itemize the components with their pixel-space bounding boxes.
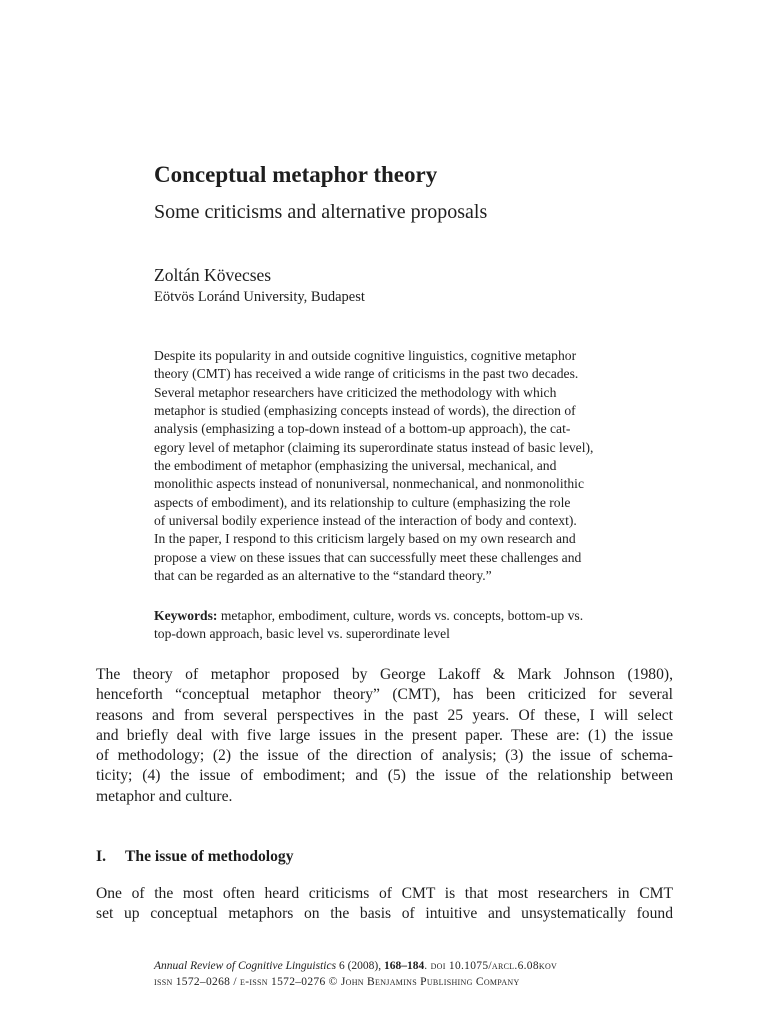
abstract-line: that can be regarded as an alternative to the “standard theory.” — [154, 568, 492, 584]
abstract-line: the embodiment of metaphor (emphasizing the universal, mechanical, and — [154, 458, 557, 474]
body-line: of methodology; (2) the issue of the direction of analysis; (3) the issue of schema- — [96, 747, 673, 765]
section-heading — [96, 846, 294, 868]
body-line: metaphor and culture. — [96, 787, 233, 805]
keywords-line: top-down approach, basic level vs. superordinate level — [154, 626, 450, 642]
abstract-line: Several metaphor researchers have criticized the methodology with which — [154, 384, 557, 400]
article-title: Conceptual metaphor theory — [154, 162, 438, 187]
keywords-line — [154, 607, 664, 625]
body-line: and briefly deal with five large issues in the present paper. These are: (1) the issue — [96, 726, 673, 744]
abstract-line: In the paper, I respond to this criticism largely based on my own research and — [154, 531, 576, 547]
body-line: The theory of metaphor proposed by George Lakoff & Mark Johnson (1980), — [96, 666, 673, 683]
abstract — [154, 347, 654, 585]
page-range: 168–184 — [384, 960, 425, 972]
journal-volume: 6 (2008), — [336, 960, 384, 972]
issn-line: issn 1572–0268 / e-issn 1572–0276 © John Benjamins Publishing Company — [154, 976, 520, 988]
abstract-line: theory (CMT) has received a wide range of criticisms in the past two decades. — [154, 366, 579, 382]
intro-paragraph — [96, 665, 673, 807]
body-line: reasons and from several perspectives in the past 25 years. Of these, I will select — [96, 706, 673, 724]
keywords — [154, 607, 664, 644]
page-footer — [154, 958, 557, 990]
abstract-line: aspects of embodiment), and its relationship to culture (emphasizing the role — [154, 494, 571, 510]
doi: . doi 10.1075/arcl.6.08kov — [424, 960, 558, 972]
abstract-line: Despite its popularity in and outside cognitive linguistics, cognitive metaphor — [154, 348, 577, 363]
article-subtitle: Some criticisms and alternative proposals — [154, 201, 488, 223]
body-line: ticity; (4) the issue of embodiment; and (5) the issue of the relationship between — [96, 767, 673, 785]
body-line: One of the most often heard criticisms of CMT is that most researchers in CMT — [96, 885, 673, 902]
section-title: The issue of methodology — [125, 848, 294, 865]
keywords-text: metaphor, embodiment, culture, words vs. concepts, bottom-up vs. — [220, 608, 584, 623]
abstract-line: of universal bodily experience instead of the interaction of body and context). — [154, 513, 577, 529]
abstract-line: metaphor is studied (emphasizing concepts instead of words), the direction of — [154, 403, 576, 419]
citation-line — [154, 958, 557, 974]
author-affiliation: Eötvös Loránd University, Budapest — [154, 289, 365, 305]
abstract-line: egory level of metaphor (claiming its superordinate status instead of basic level), — [154, 439, 594, 455]
abstract-line: analysis (emphasizing a top-down instead of a bottom-up approach), the cat- — [154, 421, 571, 437]
abstract-line: propose a view on these issues that can successfully meet these challenges and — [154, 549, 582, 565]
body-line: set up conceptual metaphors on the basis of intuitive and unsystematically found — [96, 905, 673, 923]
section-paragraph — [96, 884, 673, 925]
body-line: henceforth “conceptual metaphor theory” (CMT), has been criticized for several — [96, 686, 673, 704]
abstract-line: monolithic aspects instead of nonuniversal, nonmechanical, and nonmonolithic — [154, 476, 584, 492]
section-number: I. — [96, 848, 106, 865]
author-name: Zoltán Kövecses — [154, 265, 272, 285]
journal-name: Annual Review of Cognitive Linguistics — [154, 960, 337, 972]
keywords-label: Keywords: — [154, 608, 218, 623]
